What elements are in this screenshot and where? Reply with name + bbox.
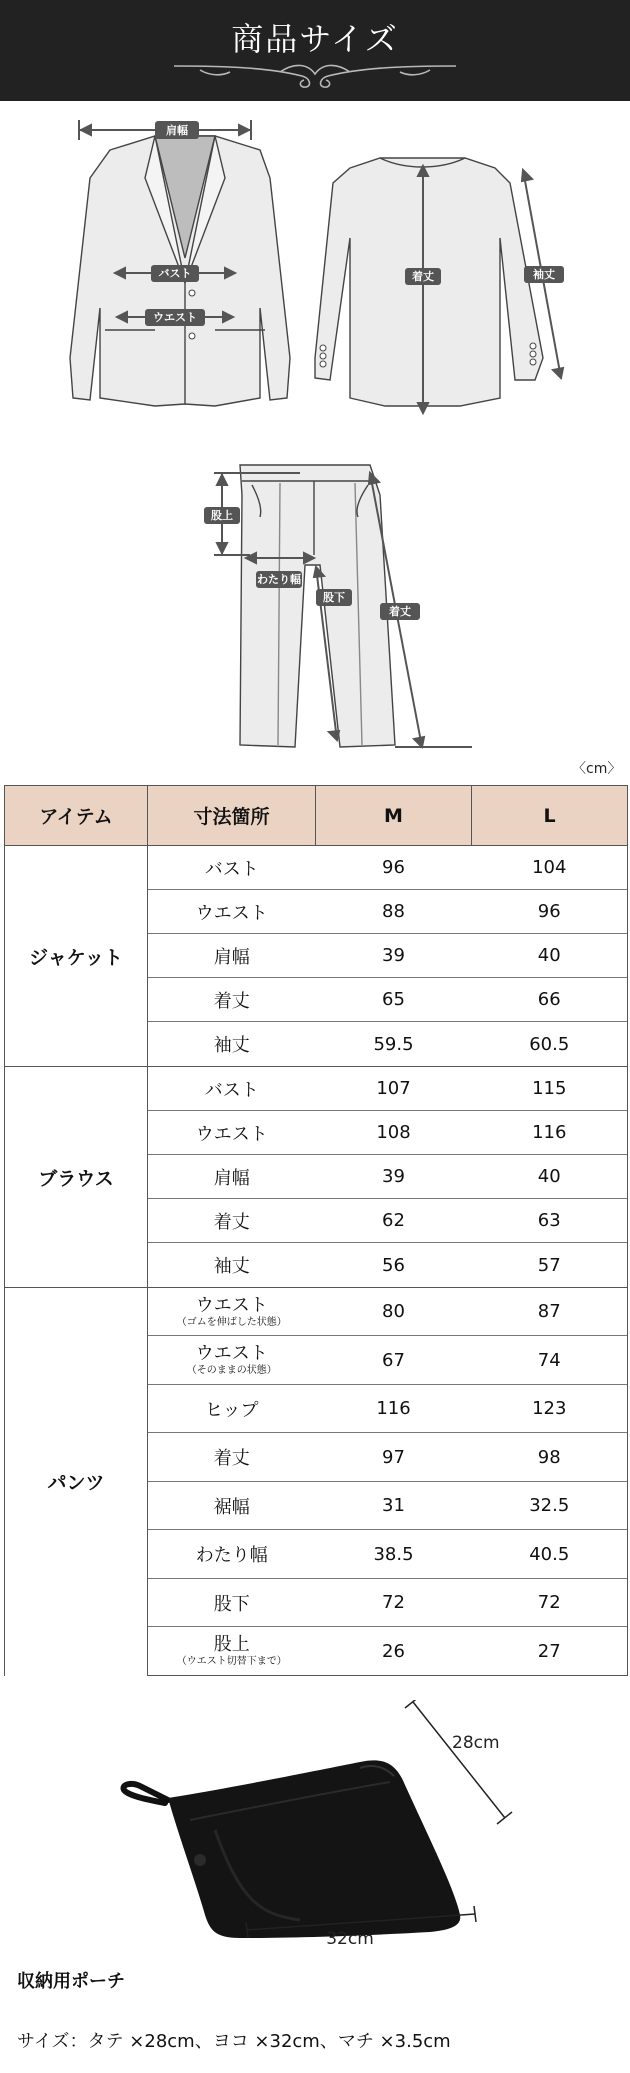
value-m: 59.5 <box>316 1022 472 1067</box>
value-m: 65 <box>316 978 472 1022</box>
pouch-image <box>0 1700 630 1960</box>
measure-label: わたり幅 <box>148 1530 316 1579</box>
item-pants: パンツ <box>5 1288 148 1676</box>
value-l: 74 <box>472 1336 628 1385</box>
label-waist: ウエスト <box>153 311 197 324</box>
value-m: 39 <box>316 1155 472 1199</box>
value-m: 39 <box>316 934 472 978</box>
label-bust: バスト <box>158 267 192 280</box>
value-l: 123 <box>472 1385 628 1433</box>
measure-label: バスト <box>148 846 316 890</box>
value-l: 96 <box>472 890 628 934</box>
measure-label-main: ウエスト <box>195 1343 268 1364</box>
jacket-back-diagram <box>305 108 595 428</box>
measure-label: 着丈 <box>148 1433 316 1482</box>
pouch-spec: サイズ：タテ ×28cm、ヨコ ×32cm、マチ ×3.5cm <box>17 2031 451 2052</box>
header-banner <box>0 0 630 101</box>
table-row <box>5 846 628 890</box>
item-blouse: ブラウス <box>5 1067 148 1288</box>
value-l: 116 <box>472 1111 628 1155</box>
value-m: 26 <box>316 1627 472 1676</box>
value-m: 116 <box>316 1385 472 1433</box>
table-row <box>5 1288 628 1336</box>
size-table <box>4 785 628 1676</box>
measure-label: 股下 <box>148 1579 316 1627</box>
value-m: 96 <box>316 846 472 890</box>
value-m: 88 <box>316 890 472 934</box>
measure-label: バスト <box>148 1067 316 1111</box>
value-l: 27 <box>472 1627 628 1676</box>
label-inseam: 股下 <box>323 591 345 604</box>
value-m: 38.5 <box>316 1530 472 1579</box>
measure-label: ウエスト <box>148 1111 316 1155</box>
item-jacket: ジャケット <box>5 846 148 1067</box>
measure-label <box>148 1336 316 1385</box>
measure-label-main: ウエスト <box>195 1294 268 1316</box>
value-m: 56 <box>316 1243 472 1288</box>
label-pants-length: 着丈 <box>389 605 411 618</box>
label-sleeve: 袖丈 <box>533 268 555 281</box>
label-shoulder: 肩幅 <box>166 124 188 137</box>
measure-label-main: 股上 <box>213 1634 250 1655</box>
value-l: 104 <box>472 846 628 890</box>
measure-label: ウエスト <box>148 890 316 934</box>
measure-label: 着丈 <box>148 978 316 1022</box>
measure-label: ヒップ <box>148 1385 316 1433</box>
measure-label: 袖丈 <box>148 1243 316 1288</box>
label-thigh: わたり幅 <box>257 573 301 586</box>
jacket-front-diagram <box>55 108 305 428</box>
value-m: 80 <box>316 1288 472 1336</box>
value-m: 67 <box>316 1336 472 1385</box>
measure-label: 肩幅 <box>148 934 316 978</box>
header-item: アイテム <box>5 786 148 846</box>
label-length: 着丈 <box>412 270 434 283</box>
measure-label <box>148 1288 316 1336</box>
table-row <box>5 1067 628 1111</box>
measure-label: 袖丈 <box>148 1022 316 1067</box>
value-l: 40 <box>472 1155 628 1199</box>
pants-diagram <box>190 455 480 760</box>
measure-label: 肩幅 <box>148 1155 316 1199</box>
pouch-width-label: 32cm <box>326 1929 374 1949</box>
measure-label: 裾幅 <box>148 1482 316 1530</box>
value-l: 40.5 <box>472 1530 628 1579</box>
ornament-divider <box>170 58 460 92</box>
pouch-name: 収納用ポーチ <box>17 1971 125 1992</box>
value-l: 60.5 <box>472 1022 628 1067</box>
measure-label-note: （そのままの状態） <box>186 1365 277 1376</box>
measure-label: 着丈 <box>148 1199 316 1243</box>
pouch-height-label: 28cm <box>452 1733 500 1753</box>
header-size-m: M <box>316 786 472 846</box>
value-l: 115 <box>472 1067 628 1111</box>
unit-note: 〈cm〉 <box>572 761 622 777</box>
value-m: 108 <box>316 1111 472 1155</box>
page-title: 商品サイズ <box>231 20 399 58</box>
measure-label-note: （ゴムを伸ばした状態） <box>176 1316 287 1328</box>
value-m: 31 <box>316 1482 472 1530</box>
value-l: 57 <box>472 1243 628 1288</box>
value-l: 98 <box>472 1433 628 1482</box>
value-l: 87 <box>472 1288 628 1336</box>
value-l: 40 <box>472 934 628 978</box>
value-l: 32.5 <box>472 1482 628 1530</box>
value-m: 62 <box>316 1199 472 1243</box>
measure-label-note: （ウエスト切替下まで） <box>176 1656 287 1667</box>
label-rise: 股上 <box>211 509 233 522</box>
value-l: 66 <box>472 978 628 1022</box>
table-header-row <box>5 786 628 846</box>
value-l: 63 <box>472 1199 628 1243</box>
value-m: 107 <box>316 1067 472 1111</box>
header-size-l: L <box>472 786 628 846</box>
header-measure: 寸法箇所 <box>148 786 316 846</box>
value-m: 97 <box>316 1433 472 1482</box>
value-m: 72 <box>316 1579 472 1627</box>
value-l: 72 <box>472 1579 628 1627</box>
measure-label <box>148 1627 316 1676</box>
